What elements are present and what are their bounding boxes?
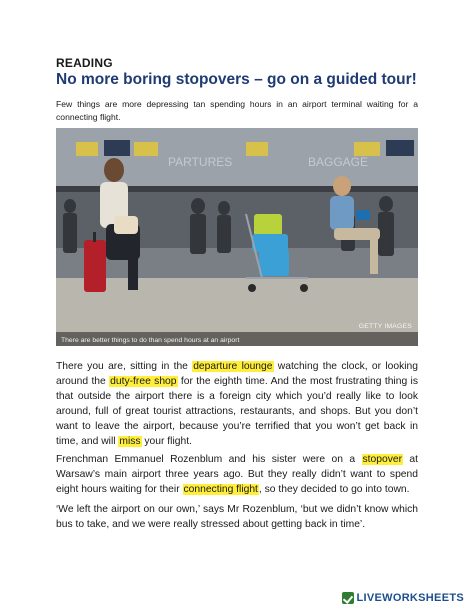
highlight-connecting-flight: connecting flight	[183, 484, 258, 495]
photo-caption: There are better things to do than spend hours at an airport	[61, 337, 240, 344]
brand-name: LIVEWORKSHEETS	[356, 592, 464, 604]
intro-text: Few things are more depressing tan spending hours in an airport terminal waiting for a connecting flight.	[56, 99, 418, 122]
text-run: , so they decided to go into town.	[258, 484, 410, 495]
text-run: There you are, sitting in the	[56, 361, 193, 372]
highlight-departure-lounge: departure lounge	[193, 361, 273, 372]
footer	[0, 588, 474, 611]
paragraph-3: ‘We left the airport on our own,’ says Mr Rozenblum, ‘but we didn’t know which bus to take, and we were really stressed about getting back in time’.	[56, 504, 418, 530]
airport-scene-image	[56, 128, 418, 346]
text-run: your flight.	[141, 436, 192, 447]
text-run: watching the clock, or looking around the	[56, 361, 418, 387]
text-run: for the eighth time. And the most frustrating thing is that outside the airport there is a foreign city which you’d really like to look around, full of great tourist attractions, restaurants, and shops. But you don’t want to leave the airport, because you’re terrified that you won’t get back in time, and will	[56, 376, 418, 447]
airport-photo	[56, 128, 418, 346]
text-run: Frenchman Emmanuel Rozenblum and his sister were on a	[56, 454, 362, 465]
departures-sign: PARTURES	[168, 155, 233, 169]
liveworksheets-logo[interactable]	[342, 592, 465, 604]
text-run: at Warsaw’s main airport three years ago. But they really didn’t want to spend eight hours waiting for their	[56, 454, 418, 495]
section-label: READING	[56, 56, 113, 70]
paragraph-1	[56, 359, 418, 449]
checkmark-logo-icon	[342, 592, 354, 604]
baggage-sign: BAGGAGE	[308, 155, 369, 169]
highlight-duty-free-shop: duty-free shop	[110, 376, 177, 387]
highlight-miss: miss	[119, 436, 141, 447]
page-title: No more boring stopovers – go on a guided tour!	[56, 71, 417, 88]
highlight-stopover: stopover	[362, 454, 402, 465]
paragraph-2	[56, 452, 418, 497]
photo-credit: GETTY IMAGES	[358, 323, 412, 330]
